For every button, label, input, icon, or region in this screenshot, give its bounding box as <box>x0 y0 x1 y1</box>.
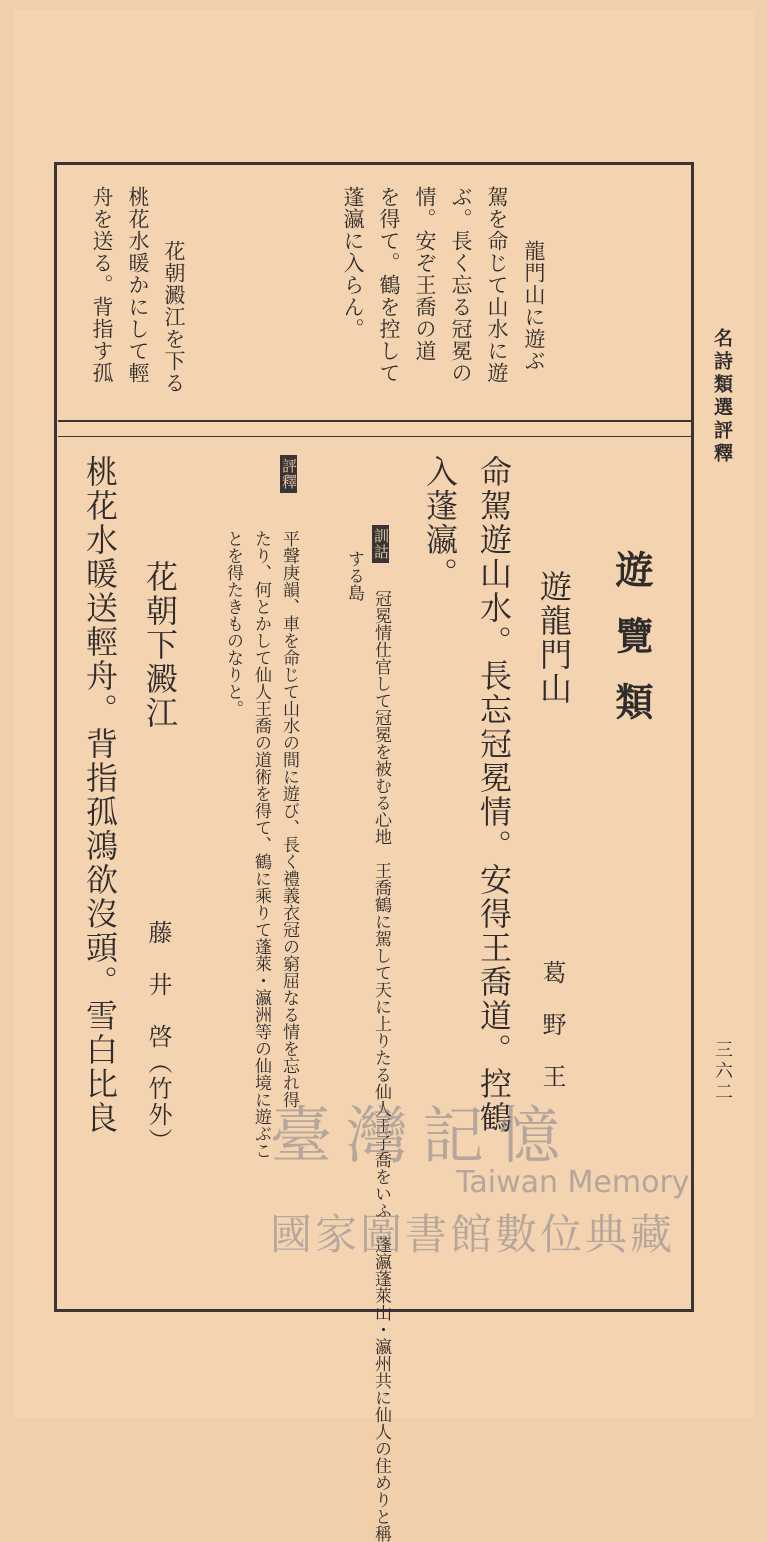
watermark-subtitle: 國家圖書館數位典藏 <box>270 1210 676 1259</box>
glossary-tag-label: 訓詁 <box>372 525 389 563</box>
note-poem1-line: 駕を命じて山水に遊 <box>485 186 509 384</box>
note-poem1-line: を得て。鶴を控して <box>377 186 401 384</box>
note-poem2-title: 花朝澱江を下る <box>162 240 186 394</box>
poem2-title: 花朝下澱江 <box>141 560 179 730</box>
section-title: 遊覽類 <box>609 550 654 748</box>
note-poem1-title: 龍門山に遊ぶ <box>522 240 546 372</box>
commentary-text: 平聲庚韻、車を命じて山水の間に遊び、長く禮義衣冠の窮屈なる情を忘れ得 <box>279 530 299 1108</box>
page-number: 三六二 <box>712 1040 733 1103</box>
poem1-author: 葛 野 王 <box>538 960 566 1090</box>
glossary-tag <box>372 525 389 563</box>
book-title: 名詩類選評釋 <box>711 328 733 466</box>
watermark-chinese: 臺灣記憶 <box>270 1099 575 1172</box>
note-poem1-line: 蓬瀛に入らん。 <box>341 186 365 340</box>
watermark-english: Taiwan Memory <box>456 1165 690 1200</box>
note-poem1-line: 情。安ぞ王喬の道 <box>413 186 437 362</box>
poem2-author: 藤 井 啓（竹外） <box>144 920 172 1154</box>
glossary-text: 冠冕情仕官して冠冕を被むる心地 王喬鶴に駕して天に上りたる仙人王子喬をいふ 蓬瀛蓬萊山・瀛州共に仙人の住めりと稱 <box>371 590 391 1542</box>
poem1-title: 遊龍門山 <box>535 570 573 706</box>
section-divider <box>58 420 692 422</box>
commentary-text: とを得たきものなりと。 <box>223 530 243 717</box>
note-poem2-line: 桃花水暖かにして輕 <box>126 186 150 384</box>
commentary-text: たり、何とかして仙人王喬の道術を得て、鶴に乘りて蓬萊・瀛洲等の仙境に遊ぶこ <box>251 530 271 1159</box>
poem1-line: 命駕遊山水。長忘冠冕情。安得王喬道。控鶴 <box>475 455 513 1135</box>
commentary-tag <box>280 455 297 493</box>
poem2-line: 桃花水暖送輕舟。背指孤鴻欲沒頭。雪白比良 <box>81 455 119 1135</box>
note-poem1-line: ぶ。長く忘る冠冕の <box>449 186 473 384</box>
inner-rule <box>58 436 692 437</box>
glossary-text: する島 <box>344 550 364 601</box>
commentary-tag-label: 評釋 <box>280 455 297 493</box>
poem1-line: 入蓬瀛。 <box>421 455 459 591</box>
note-poem2-line: 舟を送る。背指す孤 <box>90 186 114 384</box>
